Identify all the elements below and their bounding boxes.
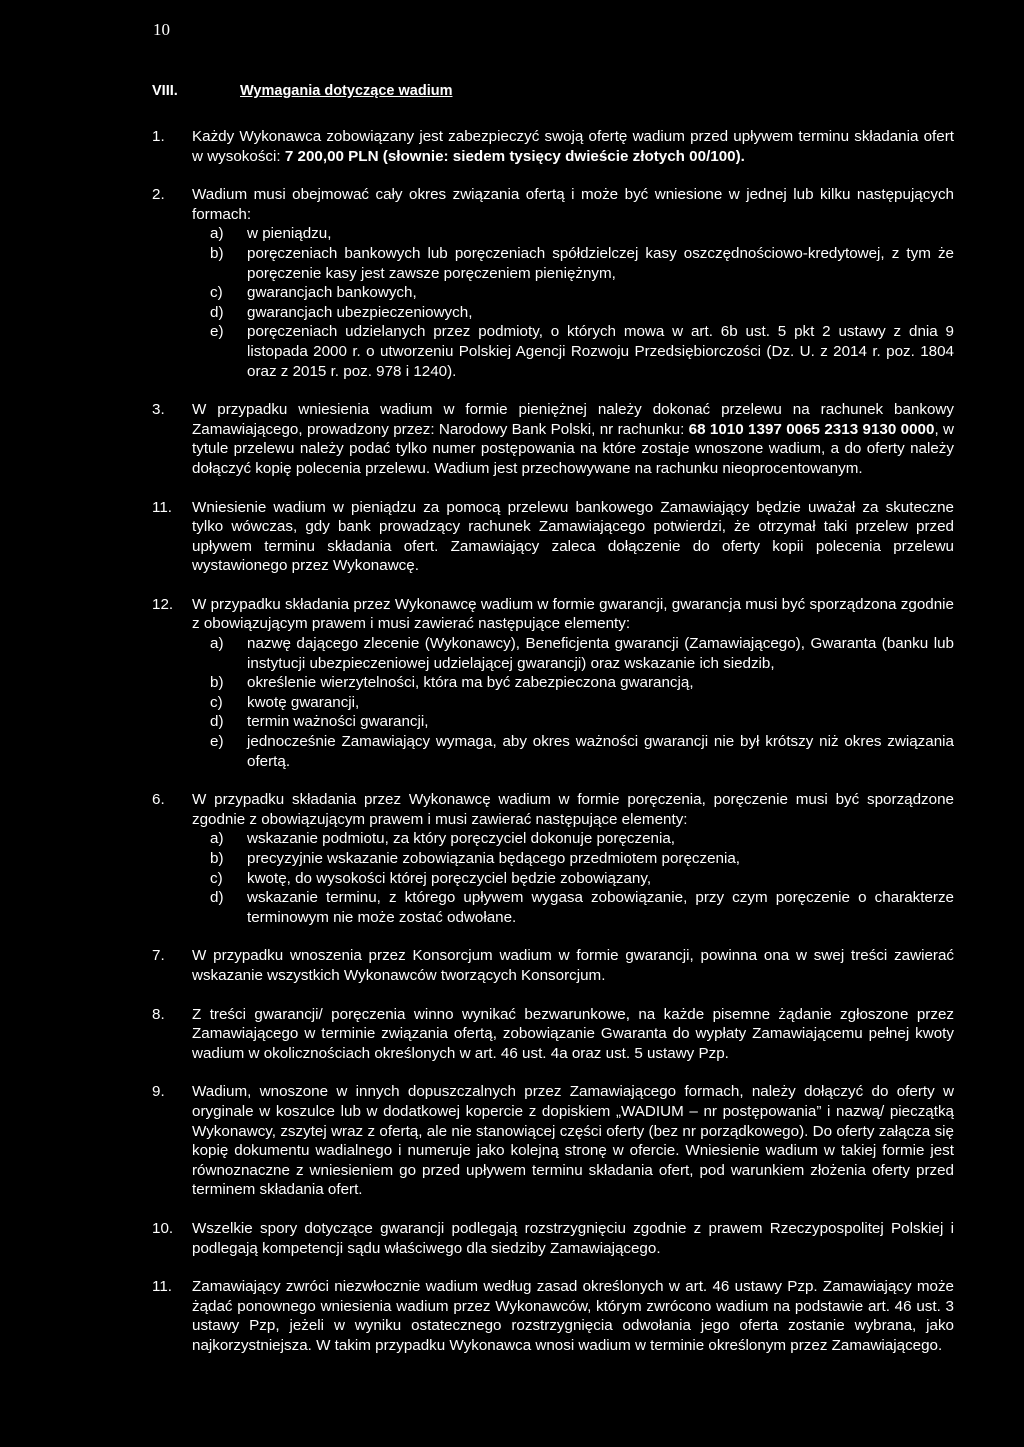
sub-item (210, 224, 954, 244)
sub-item-text: gwarancjach bankowych, (247, 284, 417, 302)
sub-item-letter: a) (210, 635, 224, 653)
list-item (152, 946, 954, 985)
item-text: Z treści gwarancji/ poręczenia winno wynikać bezwarunkowe, na każde pisemne żądanie zgłoszone przez Zamawiającego w terminie związania ofertą, zobowiązanie Gwaranta do wypłaty Zamawiającemu pełnej kwoty wadium w okolicznościach określonych w art. 46 ust. 4a oraz ust. 5 ustawy Pzp. (192, 1005, 954, 1062)
sub-item (210, 634, 954, 673)
list-item (152, 1082, 954, 1200)
list-item (152, 127, 954, 166)
list-item (152, 185, 954, 381)
sub-item-letter: c) (210, 869, 223, 887)
list-item (152, 1277, 954, 1355)
sub-item (210, 888, 954, 927)
page-number: 10 (153, 20, 170, 39)
sub-item (210, 712, 954, 732)
sub-item-text: poręczeniach udzielanych przez podmioty, o których mowa w art. 6b ust. 5 pkt 2 ustawy z dnia 9 listopada 2000 r. o utworzeniu Polskiej Agencji Rozwoju Przedsiębiorczości (Dz. U. z 2014 r. poz. 1804 oraz z 2015 r. poz. 978 i 1240). (247, 323, 954, 380)
sub-item (210, 849, 954, 869)
sub-item-letter: d) (210, 889, 224, 907)
item-text: Wadium musi obejmować cały okres związania ofertą i może być wniesione w jednej lub kilku następujących formach: (192, 186, 954, 223)
item-text-part: Każdy Wykonawca zobowiązany jest zabezpieczyć swoją ofertę wadium przed upływem terminu składania ofert w wysokości: (192, 128, 954, 165)
sub-item-letter: e) (210, 733, 224, 751)
item-text (192, 400, 954, 478)
item-text: Wniesienie wadium w pieniądzu za pomocą przelewu bankowego Zamawiający będzie uważał za skuteczne tylko wówczas, gdy bank prowadzący rachunek Zamawiającego potwierdzi, że otrzymał taki przelew przed upływem terminu składania ofert. Zamawiający zaleca dołączenie do oferty kopii polecenia przelewu wystawionego przez Wykonawcę. (192, 498, 954, 575)
item-number: 1. (152, 128, 165, 145)
sub-item-letter: e) (210, 323, 224, 341)
item-text: Zamawiający zwróci niezwłocznie wadium według zasad określonych w art. 46 ustawy Pzp. Zamawiający może żądać ponownego wniesienia wadium przez Wykonawców, którym zwrócono wadium na podstawie art. 46 ust. 3 ustawy Pzp, jeżeli w wyniku ostatecznego rozstrzygnięcia odwołania jego oferta zostanie wybrana, jako najkorzystniejsza. W takim przypadku Wykonawca wnosi wadium w terminie określonym przez Zamawiającego. (192, 1278, 954, 1354)
list-item (152, 1219, 954, 1258)
sub-item-letter: b) (210, 850, 224, 867)
section-heading (152, 83, 452, 99)
sub-item-text: wskazanie podmiotu, za który poręczyciel dokonuje poręczenia, (247, 830, 676, 848)
item-text: Wszelkie spory dotyczące gwarancji podlegają rozstrzygnięciu zgodnie z prawem Rzeczypospolitej Polskiej i podlegają kompetencji sądu właściwego dla siedziby Zamawiającego. (192, 1219, 954, 1257)
item-number: 3. (152, 401, 165, 419)
item-text: Wadium, wnoszone w innych dopuszczalnych przez Zamawiającego formach, należy dołączyć do oferty w oryginale w koszulce lub w dodatkowej kopercie z dopiskiem „WADIUM – nr postępowania” i nazwą/ pieczątką Wykonawcy, zszytej wraz z ofertą, ale nie stanowiącej części oferty (bez nr porządkowego). Do oferty załącza się kopię dokumentu wadialnego i numeruje jako kolejną stronę w ofercie. Wniesienie wadium w takiej formie jest równoznaczne z wniesieniem go przed upływem terminu składania ofert, pod warunkiem złożenia oferty przed terminem składania ofert. (192, 1083, 954, 1199)
item-number: 6. (152, 791, 165, 809)
item-number: 12. (152, 595, 174, 613)
item-number: 10. (152, 1219, 174, 1237)
item-number: 8. (152, 1005, 165, 1023)
sub-item-text: wskazanie terminu, z którego upływem wygasa zobowiązanie, przy czym poręczenie o charakterze terminowym nie może zostać odwołane. (247, 889, 954, 926)
bank-account-number: 68 1010 1397 0065 2313 9130 0000 (688, 420, 935, 438)
sub-item (210, 283, 954, 303)
item-text: W przypadku składania przez Wykonawcę wadium w formie poręczenia, poręczenie musi być sporządzone zgodnie z obowiązującym prawem i musi zawierać następujące elementy: (192, 791, 954, 828)
item-number: 11. (152, 498, 172, 516)
item-text-part: , w tytule przelewu należy podać tylko numer postępowania na które zostaje wnoszone wadium, a do oferty należy dołączyć kopię polecenia przelewu. Wadium jest przechowywane na rachunku nieoprocentowanym. (192, 420, 954, 477)
item-text (192, 127, 954, 166)
section-number: VIII. (152, 83, 178, 99)
sub-item-text: termin ważności gwarancji, (247, 713, 429, 731)
item-number: 7. (152, 947, 165, 965)
list-item (152, 595, 954, 771)
item-number: 9. (152, 1083, 165, 1101)
sub-item-letter: b) (210, 674, 224, 692)
sub-item (210, 673, 954, 693)
sub-item (210, 869, 954, 889)
section-title: Wymagania dotyczące wadium (240, 83, 453, 99)
list-item (152, 498, 954, 576)
section-content (152, 127, 954, 1374)
item-text: W przypadku składania przez Wykonawcę wadium w formie gwarancji, gwarancja musi być sporządzona zgodnie z obowiązującym prawem i musi zawierać następujące elementy: (192, 595, 954, 633)
sub-item-text: poręczeniach bankowych lub poręczeniach spółdzielczej kasy oszczędnościowo-kredytowej, z tym że poręczenie kasy jest zawsze poręczeniem pieniężnym, (247, 244, 954, 282)
sub-item-letter: b) (210, 244, 224, 262)
sub-item-letter: c) (210, 693, 223, 711)
sub-item (210, 829, 954, 849)
sub-item-text: gwarancjach ubezpieczeniowych, (247, 303, 473, 321)
item-number: 11. (152, 1278, 172, 1296)
sub-item-text: jednocześnie Zamawiający wymaga, aby okres ważności gwarancji nie był krótszy niż okres związania ofertą. (247, 733, 954, 770)
list-item (152, 790, 954, 927)
list-item (152, 1005, 954, 1064)
sub-item (210, 303, 954, 323)
sub-item-letter: d) (210, 303, 224, 321)
sub-item-text: kwotę gwarancji, (247, 693, 360, 711)
sub-item-letter: d) (210, 713, 224, 731)
sub-item-text: kwotę, do wysokości której poręczyciel będzie zobowiązany, (247, 869, 652, 887)
sub-item-text: określenie wierzytelności, która ma być zabezpieczona gwarancją, (247, 674, 694, 692)
sub-item-letter: c) (210, 284, 223, 302)
sub-item-text: precyzyjnie wskazanie zobowiązania będącego przedmiotem poręczenia, (247, 850, 741, 867)
item-text: W przypadku wnoszenia przez Konsorcjum wadium w formie gwarancji, powinna ona w swej treści zawierać wskazanie wszystkich Wykonawców tworzących Konsorcjum. (192, 947, 954, 984)
sub-item (210, 693, 954, 713)
sub-item-text: nazwę dającego zlecenie (Wykonawcy), Beneficjenta gwarancji (Zamawiającego), Gwaranta (banku lub instytucji ubezpieczeniowej udzielającej gwarancji) oraz wskazanie ich siedzib, (247, 635, 954, 672)
sub-item (210, 322, 954, 381)
sub-item (210, 244, 954, 283)
sub-item-letter: a) (210, 830, 224, 848)
list-item (152, 400, 954, 478)
sub-item-text: w pieniądzu, (247, 225, 332, 243)
sub-item-letter: a) (210, 225, 224, 243)
item-text-part: W przypadku wniesienia wadium w formie pieniężnej należy dokonać przelewu na rachunek bankowy Zamawiającego, prowadzony przez: Narodowy Bank Polski, nr rachunku: (192, 401, 954, 438)
sub-item (210, 732, 954, 771)
item-number: 2. (152, 186, 165, 204)
wadium-amount: 7 200,00 PLN (słownie: siedem tysięcy dwieście złotych 00/100). (284, 147, 745, 165)
